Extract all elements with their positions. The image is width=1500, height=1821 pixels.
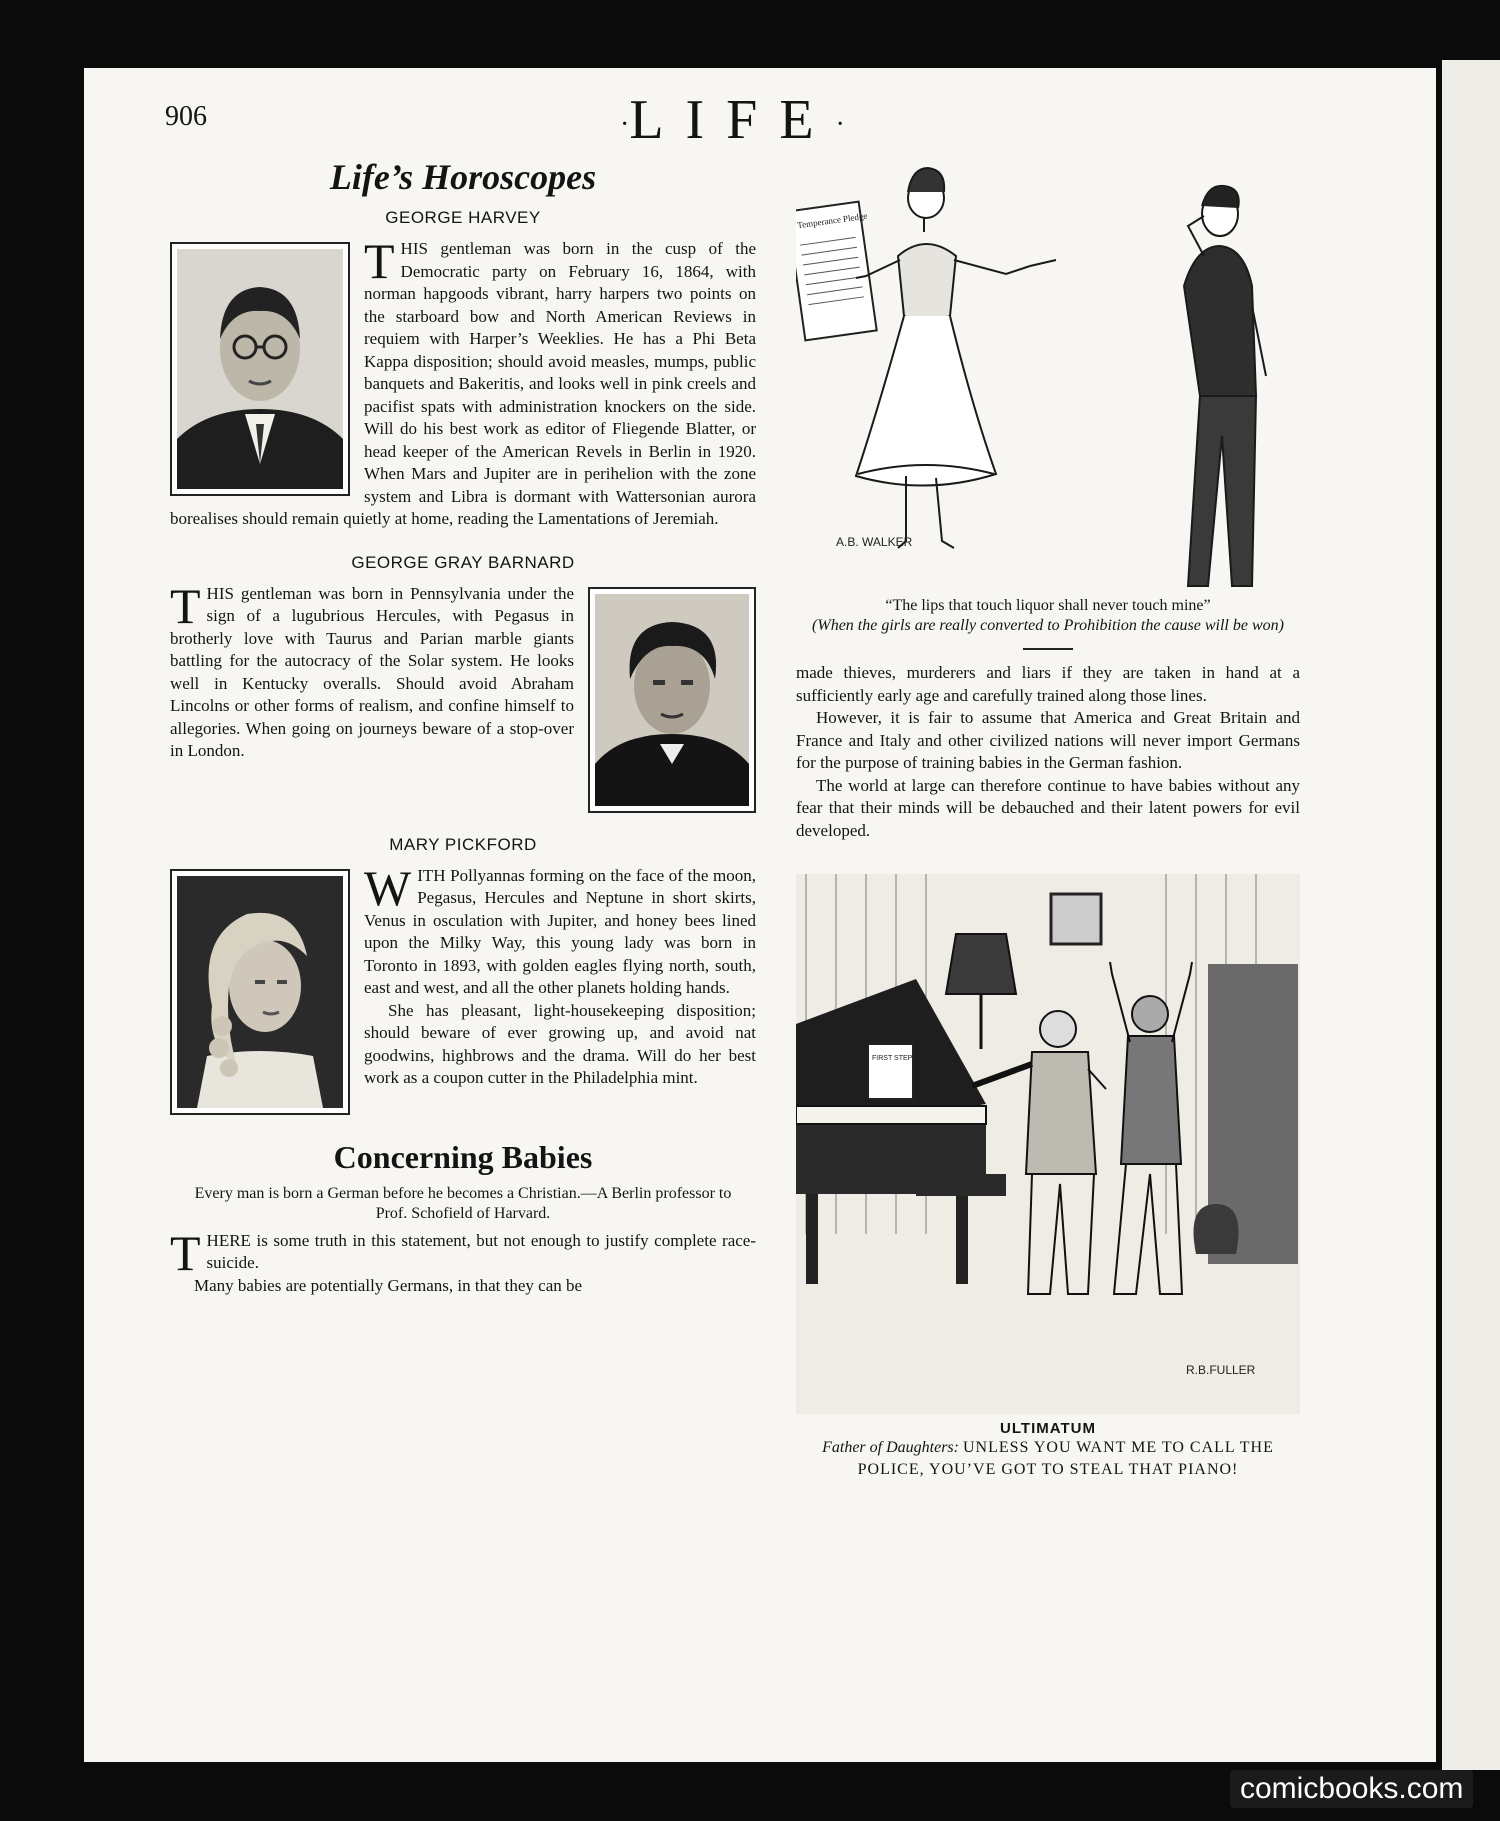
- portrait-woman-curls-icon: [177, 876, 343, 1108]
- horoscope-entry-harvey: [170, 238, 756, 531]
- woman-figure-icon: [856, 168, 1056, 548]
- babies-paragraph-1: HERE is some truth in this statement, but not enough to justify complete race-suicide.: [206, 1230, 756, 1272]
- portrait-mary-pickford: [170, 869, 350, 1115]
- cartoon1-subcaption: (When the girls are really converted to Prohibition the cause will be won): [812, 617, 1284, 634]
- portrait-man-glasses-icon: [177, 249, 343, 489]
- babies-continued-text: made thieves, murderers and liars if they are taken in hand at a sufficiently early age and carefully trained along those lines.: [796, 663, 1300, 705]
- babies-paragraph-3: However, it is fair to assume that America and Great Britain and France and Italy and other civilized nations will never import Germans for the purpose of training babies in the German fashion.: [796, 708, 1300, 772]
- cartoon-ultimatum: [796, 874, 1300, 1414]
- masthead: [620, 88, 845, 152]
- masthead-dot-right: ·: [835, 109, 845, 141]
- babies-title: Concerning Babies: [333, 1138, 593, 1175]
- adjacent-page-edge: [1442, 60, 1500, 1770]
- drop-cap: T: [170, 1229, 201, 1281]
- cartoon2-signature: R.B.FULLER: [1186, 1363, 1256, 1377]
- page-number: 906: [165, 101, 207, 132]
- entry-text: HIS gentleman was born in the cusp of the Democratic party on February 16, 1864, with norman hapgoods vibrant, harry harpers two points on the starboard bow and North American Reviews in requiem with Harper’s Weeklies. He has a Phi Beta Kappa disposition; should avoid measles, mumps, public banquets and Bakeritis, and looks well in pink creels and pacifist spats with administration knockers on the side. Will do his best work as editor of Fliegende Blatter, or head keeper of the American Revels in Berlin in 1920. When Mars and Jupiter are in perihelion with the zone system and Libra is dormant with Wattersonian aurora borealises should remain quietly at home, reading the Lamentations of Jeremiah.: [170, 239, 756, 528]
- entry-heading: GEORGE GRAY BARNARD: [351, 552, 575, 572]
- portrait-man-icon: [595, 594, 749, 806]
- cartoon-signature: A.B. WALKER: [836, 535, 913, 549]
- pledge-document-text: Temperance Pledge: [796, 210, 868, 231]
- man-figure-icon: [1184, 186, 1266, 586]
- ultimatum-speaker: Father of Daughters:: [822, 1439, 959, 1456]
- watermark-logo: comicbooks.com: [1230, 1770, 1473, 1808]
- entry-heading: MARY PICKFORD: [389, 834, 537, 854]
- entry-text-second-paragraph: She has pleasant, light-housekeeping disposition; should beware of ever growing up, and avoid nat goodwins, highbrows and the drama. Will do her best work as a coupon cutter in the Philadelphia mint.: [364, 1000, 756, 1087]
- cartoon1-caption: [796, 596, 1300, 636]
- masthead-dot-left: ·: [620, 109, 630, 141]
- cartoon1-quote: “The lips that touch liquor shall never touch mine”: [885, 597, 1211, 614]
- drop-cap: T: [364, 238, 395, 289]
- ultimatum-title: ULTIMATUM: [1000, 1420, 1096, 1437]
- entry-text: ITH Pollyannas forming on the face of the moon, Pegasus, Hercules and Neptune in short skirts, Venus in osculation with Jupiter, and honey bees lined upon the Milky Way, this young lady was born in Toronto in 1893, with golden eagles flying north, south, east and west, and all the other planets holding hands.: [364, 865, 756, 997]
- horoscope-entry-barnard: [170, 583, 756, 817]
- babies-paragraph-2: Many babies are potentially Germans, in that they can be: [194, 1275, 583, 1295]
- portrait-george-gray-barnard: [588, 587, 756, 813]
- left-column: [170, 156, 756, 1297]
- babies-article-start: [170, 1230, 756, 1298]
- babies-epigraph: Every man is born a German before he becomes a Christian.—A Berlin professor to Prof. Schofield of Harvard.: [194, 1184, 732, 1222]
- right-column: [796, 156, 1300, 1481]
- drop-cap: T: [170, 582, 201, 634]
- masthead-title: LIFE: [629, 89, 836, 151]
- pledge-document-icon: [796, 202, 877, 341]
- piano-bench-icon: [916, 1174, 1006, 1196]
- ultimatum-caption: [796, 1437, 1300, 1481]
- sheet-music-title: FIRST STEPS IN MUSIC: [872, 1055, 951, 1062]
- cartoon-temperance-pledge: [796, 156, 1300, 592]
- temperance-cartoon-illustration: [796, 156, 1300, 592]
- wall-picture-icon: [1051, 894, 1101, 944]
- horoscope-entry-pickford: [170, 865, 756, 1119]
- divider-rule: [1023, 648, 1073, 650]
- babies-paragraph-4: The world at large can therefore continue to have babies without any fear that their minds will be debauched and their latent powers for evil developed.: [796, 775, 1300, 840]
- ultimatum-line: UNLESS YOU WANT ME TO CALL THE POLICE, YOU’VE GOT TO STEAL THAT PIANO!: [857, 1439, 1274, 1478]
- entry-heading: GEORGE HARVEY: [385, 208, 541, 227]
- entry-text: HIS gentleman was born in Pennsylvania under the sign of a lugubrious Hercules, with Pegasus in brotherly love with Taurus and Parian marble giants battling for the autocracy of the Solar system. He looks well in Kentucky overalls. Should avoid Abraham Lincolns or other forms of realism, and confine himself to allegories. When going on journeys beware of a stop-over in London.: [170, 583, 574, 760]
- drop-cap: W: [364, 864, 412, 916]
- portrait-george-harvey: [170, 242, 350, 496]
- loot-sack-icon: [1194, 1204, 1239, 1254]
- horoscopes-title: Life’s Horoscopes: [329, 157, 597, 197]
- ultimatum-cartoon-illustration: [796, 874, 1300, 1414]
- babies-article-continued: [796, 662, 1300, 842]
